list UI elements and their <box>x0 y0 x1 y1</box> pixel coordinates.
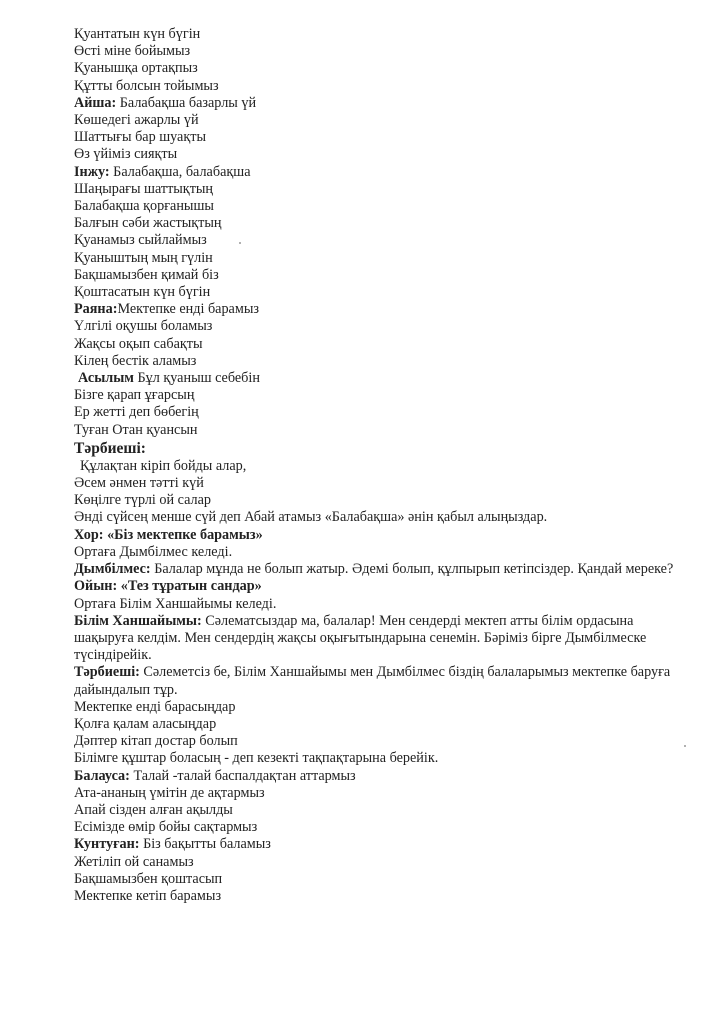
bold-line: Хор: «Біз мектепке барамыз» <box>74 526 263 543</box>
text-line <box>74 785 684 802</box>
line-text: Дәптер кітап достар болып <box>74 733 238 750</box>
text-line <box>74 404 684 421</box>
text-line <box>74 422 684 439</box>
document-body <box>74 26 684 905</box>
line-text: Бақшамызбен қимай біз <box>74 266 219 283</box>
line-text: Балабақша базарлы үй <box>116 94 257 111</box>
text-line <box>74 164 684 181</box>
line-text: Көшедегі ажарлы үй <box>74 112 199 129</box>
line-text: Мектепке кетіп барамыз <box>74 887 222 904</box>
text-line <box>74 232 684 249</box>
text-line <box>74 318 684 335</box>
text-line <box>74 353 684 370</box>
text-line <box>74 613 684 665</box>
text-line <box>74 664 684 698</box>
text-line <box>74 250 684 267</box>
line-text: Әсем әнмен тәтті күй <box>74 475 204 492</box>
text-line <box>74 370 684 387</box>
line-text: Сәлеметсіз бе, Білім Ханшайымы мен Дымбілмес біздің балаларымыз мектепке баруға дайындалып тұр. <box>74 664 671 698</box>
scan-speck <box>684 745 686 747</box>
section-heading: Тәрбиеші: <box>74 439 146 457</box>
line-text: Туған Отан қуансын <box>74 421 198 438</box>
text-line <box>74 95 684 112</box>
line-text: Жетіліп ой санамыз <box>74 853 194 870</box>
text-line <box>74 836 684 853</box>
line-text: Жақсы оқып сабақты <box>74 335 203 352</box>
speaker-name: Дымбілмес: <box>74 561 151 578</box>
text-line <box>74 596 684 613</box>
text-line <box>74 854 684 871</box>
line-text: Қуанышқа ортақпыз <box>74 60 198 77</box>
text-line <box>74 819 684 836</box>
text-line <box>74 336 684 353</box>
line-text: Қоштасатын күн бүгін <box>74 284 211 301</box>
text-line <box>74 888 684 905</box>
speaker-name: Тәрбиеші: <box>74 664 140 681</box>
text-line <box>74 733 684 750</box>
line-text: Қуанамыз сыйлаймыз <box>74 232 207 249</box>
line-text: Балалар мұнда не болып жатыр. Әдемі болып, құлпырып кетіпсіздер. Қандай мереке? <box>150 561 674 578</box>
text-line <box>74 475 684 492</box>
speaker-name: Балауса: <box>74 767 130 784</box>
line-text: Үлгілі оқушы боламыз <box>74 318 213 335</box>
line-text: Қуаныштың мың гүлін <box>74 249 213 266</box>
line-text: Қуантатын күн бүгін <box>74 26 201 42</box>
line-text: Мектепке енді барасыңдар <box>74 698 236 715</box>
speaker-name: Асылым <box>78 370 134 387</box>
line-text: Апай сізден алған ақылды <box>74 801 233 818</box>
line-text: Бақшамызбен қоштасып <box>74 870 223 887</box>
text-line <box>74 492 684 509</box>
text-line <box>74 458 684 475</box>
line-text: Шаттығы бар шуақты <box>74 129 206 146</box>
text-line <box>74 198 684 215</box>
speaker-name: Білім Ханшайымы: <box>74 612 202 629</box>
text-line <box>74 129 684 146</box>
line-text: Көңілге түрлі ой салар <box>74 492 212 509</box>
line-text: Қолға қалам аласыңдар <box>74 715 217 732</box>
text-line <box>74 181 684 198</box>
text-line <box>74 802 684 819</box>
line-text: Талай -талай баспалдақтан аттармыз <box>129 767 356 784</box>
text-line <box>74 267 684 284</box>
line-text: Сәлематсыздар ма, балалар! Мен сендерді мектеп атты білім ордасына шақыруға келдім. Мен сендердің жақсы оқығытындарына сенемін. Бәріміз бірге Дымбілмеске түсіндірейік. <box>74 612 647 664</box>
line-text: Шаңырағы шаттықтың <box>74 180 214 197</box>
text-line <box>74 43 684 60</box>
line-text: Өсті міне бойымыз <box>74 43 191 60</box>
text-line <box>74 561 684 578</box>
text-line <box>74 699 684 716</box>
text-line <box>74 716 684 733</box>
line-text: Есімізде өмір бойы сақтармыз <box>74 819 258 836</box>
line-text: Біз бақытты баламыз <box>139 836 271 853</box>
scan-speck <box>239 242 241 244</box>
text-line <box>74 750 684 767</box>
text-line <box>74 78 684 95</box>
speaker-name: Раяна: <box>74 301 118 318</box>
speaker-name: Інжу: <box>74 163 110 180</box>
line-text: Балғын сәби жастықтың <box>74 215 222 232</box>
text-line <box>74 112 684 129</box>
line-text: Ортаға Білім Ханшайымы келеді. <box>74 595 277 612</box>
line-text: Мектепке енді барамыз <box>117 301 259 318</box>
line-text: Бізге қарап ұғарсың <box>74 387 195 404</box>
text-line <box>74 146 684 163</box>
line-text: Кілең бестік аламыз <box>74 352 197 369</box>
speaker-name: Айша: <box>74 94 117 111</box>
text-line <box>74 544 684 561</box>
line-text: Ер жетті деп бөбегің <box>74 404 199 421</box>
text-line <box>74 215 684 232</box>
text-line <box>74 768 684 785</box>
text-line <box>74 301 684 318</box>
text-line <box>74 387 684 404</box>
line-text: Бұл қуаныш себебін <box>133 370 260 387</box>
text-line <box>74 284 684 301</box>
text-line <box>74 26 684 43</box>
line-text: Балабақша қорғанышы <box>74 198 214 215</box>
line-text: Құтты болсын тойымыз <box>74 77 219 94</box>
line-text: Ортаға Дымбілмес келеді. <box>74 543 233 560</box>
text-line <box>74 60 684 77</box>
line-text: Білімге құштар боласың - деп кезекті тақпақтарына берейік. <box>74 750 439 767</box>
speaker-name: Кунтуған: <box>74 836 140 853</box>
line-text: Әнді сүйсең менше сүй деп Абай атамыз «Балабақша» әнін қабыл алыңыздар. <box>74 509 548 526</box>
line-text: Құлақтан кіріп бойды алар, <box>80 457 247 474</box>
text-line <box>74 871 684 888</box>
line-text: Өз үйіміз сияқты <box>74 146 178 163</box>
line-text: Ата-ананың үмітін де ақтармыз <box>74 784 265 801</box>
line-text: Балабақша, балабақша <box>109 163 251 180</box>
bold-line: Ойын: «Тез тұратын сандар» <box>74 578 262 595</box>
text-line <box>74 509 684 526</box>
